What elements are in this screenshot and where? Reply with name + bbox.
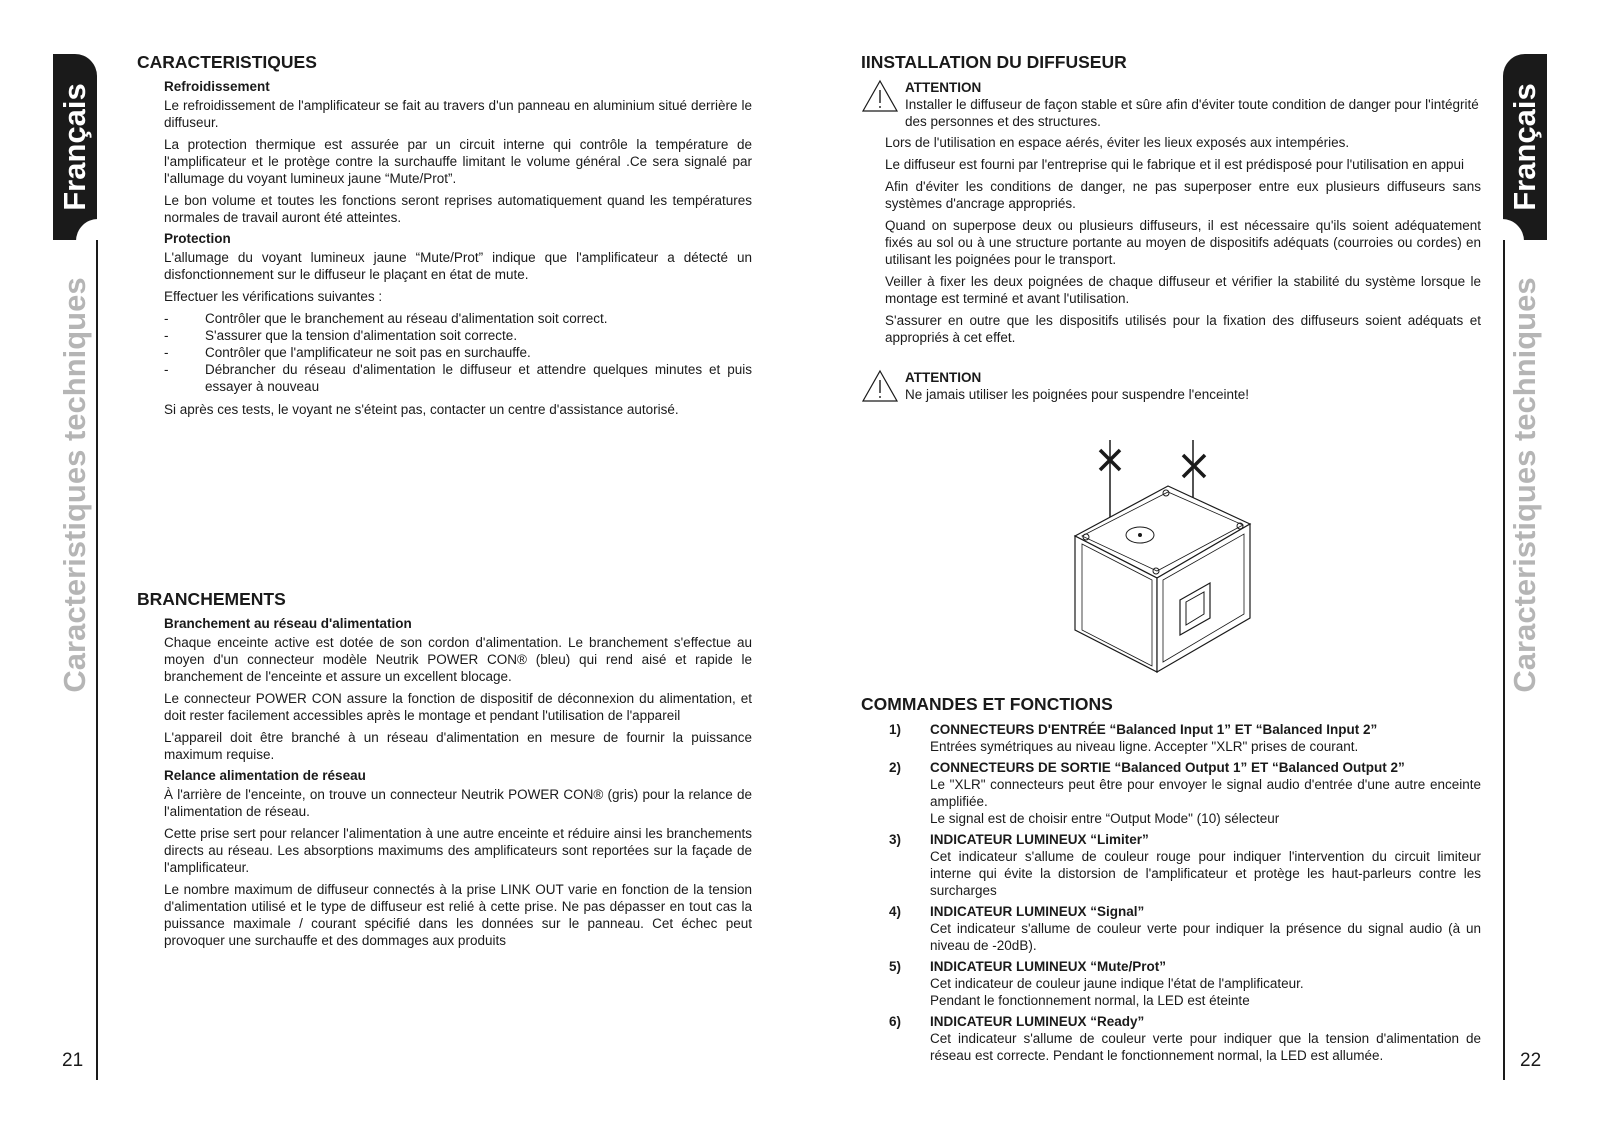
command-item [861,721,1481,755]
command-description: Le "XLR" connecteurs peut être pour envoyer le signal audio d'entrée d'une autre enceinte amplifiée. [930,777,1481,809]
warning-block [861,79,1481,130]
side-tab-left [53,54,97,240]
command-number: 4) [889,904,902,919]
command-item [861,958,1481,1009]
paragraph: Le bon volume et toutes les fonctions seront reprises automatiquement quand les températures normales de travail auront été atteintes. [164,193,752,225]
command-number: 3) [889,832,902,847]
command-title: INDICATEUR LUMINEUX “Limiter” [930,832,1149,847]
warning-block [861,369,1481,408]
subsection-title-alimentation: Branchement au réseau d'alimentation [164,616,412,631]
command-title: INDICATEUR LUMINEUX “Ready” [930,1014,1145,1029]
command-title: INDICATEUR LUMINEUX “Signal” [930,904,1145,919]
warning-text: Installer le diffuseur de façon stable et sûre afin d'éviter toute condition de danger pour l'intégrité des personnes et des structures. [905,97,1479,129]
warning-icon [861,369,905,408]
warning-title: ATTENTION [905,80,982,95]
subsection-title-relance: Relance alimentation de réseau [164,768,366,783]
paragraph: Si après ces tests, le voyant ne s'éteint pas, contacter un centre d'assistance autorisé. [164,402,679,417]
side-tab-label: Français [1507,83,1542,211]
page-number-right: 22 [1520,1050,1542,1071]
subsection-title-protection: Protection [164,231,231,246]
command-description: Le signal est de choisir entre “Output Mode" (10) sélecteur [930,811,1280,826]
side-tab-label: Français [57,83,92,211]
paragraph: S'assurer en outre que les dispositifs utilisés pour la fixation des diffuseurs soient adéquats et appropriés à cet effet. [885,313,1481,345]
command-description: Cet indicateur s'allume de couleur verte pour indiquer que la tension d'alimentation de réseau est correcte. Pendant le fonctionnement normal, la LED est allumée. [930,1031,1481,1063]
paragraph: Veiller à fixer les deux poignées de chaque diffuseur et vérifier la stabilité du système lorsque le montage est terminé et avant l'utilisation. [885,274,1481,306]
warning-icon [861,79,905,130]
section-title-installation: IINSTALLATION DU DIFFUSEUR [861,52,1127,72]
paragraph: L'allumage du voyant lumineux jaune “Mute/Prot” indique que l'amplificateur a détecté un disfonctionnement sur le diffuseur le plaçant en état de mute. [164,250,752,282]
command-title: CONNECTEURS D'ENTRÉE “Balanced Input 1” ET “Balanced Input 2” [930,722,1378,737]
section-title-commandes: COMMANDES ET FONCTIONS [861,694,1113,714]
command-item [861,903,1481,954]
paragraph: À l'arrière de l'enceinte, on trouve un connecteur Neutrik POWER CON® (gris) pour la relance de l'alimentation de réseau. [164,787,752,819]
paragraph: Afin d'éviter les conditions de danger, ne pas superposer entre eux plusieurs diffuseurs sans systèmes d'ancrage appropriés. [885,179,1481,211]
side-section-label-right [1503,250,1547,720]
side-grey-label: Caracteristiques techniques [57,277,92,693]
paragraph: Cette prise sert pour relancer l'alimentation à une autre enceinte et réduire ainsi les branchements directs au réseau. Les absorptions maximums des amplificateurs sont reportées sur la façade de l'amplificateur. [164,826,752,875]
side-grey-label: Caracteristiques techniques [1507,277,1542,693]
paragraph: Effectuer les vérifications suivantes : [164,289,383,304]
command-number: 5) [889,959,902,974]
side-section-label-left [53,250,97,720]
branchements-body [164,616,752,949]
command-number: 2) [889,760,902,775]
checks-list [164,310,752,395]
paragraph: Chaque enceinte active est dotée de son cordon d'alimentation. Le branchement s'effectue au moyen d'un connecteur modèle Neutrik POWER CON® (bleu) qui rend aisé et rapide le branchement de l'enceinte et assure un excellent blocage. [164,635,752,684]
command-number: 6) [889,1014,902,1029]
section-title-caracteristiques: CARACTERISTIQUES [137,52,317,72]
command-description: Cet indicateur s'allume de couleur rouge pour indiquer l'intervention du circuit limiteur interne qui évite la distorsion de l'amplificateur et protège les haut-parleurs contre les surcharges [930,849,1481,898]
paragraph: Le refroidissement de l'amplificateur se fait au travers d'un panneau en aluminium situé derrière le diffuseur. [164,98,752,130]
side-tab-right [1503,54,1547,240]
command-title: INDICATEUR LUMINEUX “Mute/Prot” [930,959,1166,974]
command-description: Cet indicateur de couleur jaune indique l'état de l'amplificateur. [930,976,1304,991]
paragraph: Lors de l'utilisation en espace aérés, éviter les lieux exposés aux intempéries. [885,135,1350,150]
paragraph: La protection thermique est assurée par un circuit interne qui contrôle la température de l'amplificateur et le protège contre la surchauffe limitant le volume général .Ce sera signalé par l'allumage du voyant lumineux jaune “Mute/Prot”. [164,137,752,186]
page-number-left: 21 [62,1050,84,1071]
command-item [861,831,1481,899]
caracteristiques-body [164,79,752,418]
command-description: Pendant le fonctionnement normal, la LED est éteinte [930,993,1250,1008]
installation-body [885,134,1481,346]
command-number: 1) [889,722,902,737]
left-page-content [137,52,752,954]
speaker-illustration [1060,440,1290,690]
paragraph: Le connecteur POWER CON assure la fonction de dispositif de déconnexion du alimentation, et doit rester facilement accessibles après le montage et pendant l'utilisation de l'appareil [164,691,752,723]
list-item: - Contrôler que l'amplificateur ne soit pas en surchauffe. [164,344,752,361]
warning-title: ATTENTION [905,370,982,385]
command-title: CONNECTEURS DE SORTIE “Balanced Output 1” ET “Balanced Output 2” [930,760,1405,775]
section-title-branchements: BRANCHEMENTS [137,589,286,609]
page-divider-right [1503,240,1505,1080]
command-item [861,1013,1481,1064]
list-item: - S'assurer que la tension d'alimentation soit correcte. [164,327,752,344]
command-item [861,759,1481,827]
paragraph: L'appareil doit être branché à un réseau d'alimentation en mesure de fournir la puissance maximum requise. [164,730,752,762]
paragraph: Le nombre maximum de diffuseur connectés à la prise LINK OUT varie en fonction de la tension d'alimentation utilisé et le type de diffuseur est relié à cette prise. Ne pas dépasser en tout cas la puissance maximale / courant spécifié dans les données sur le panneau. Cet échec peut provoquer une surchauffe et des dommages aux produits [164,882,752,948]
warning-text: Ne jamais utiliser les poignées pour suspendre l'enceinte! [905,387,1250,402]
paragraph: Quand on superpose deux ou plusieurs diffuseurs, il est nécessaire qu'ils soient adéquatement fixés au sol ou à une structure portante au moyen de dispositifs adéquats (courroies ou cordes) en utilisant les poignées pour le transport. [885,218,1481,267]
page-divider-left [96,240,98,1080]
list-item: - Débrancher du réseau d'alimentation le diffuseur et attendre quelques minutes et puis essayer à nouveau [164,361,752,395]
paragraph: Le diffuseur est fourni par l'entreprise qui le fabrique et il est prédisposé pour l'utilisation en appui [885,157,1465,172]
command-description: Entrées symétriques au niveau ligne. Accepter "XLR" prises de courant. [930,739,1359,754]
list-item: - Contrôler que le branchement au réseau d'alimentation soit correct. [164,310,752,327]
command-description: Cet indicateur s'allume de couleur verte pour indiquer la présence du signal audio (à un niveau de -20dB). [930,921,1481,953]
subsection-title-refroidissement: Refroidissement [164,79,270,94]
commandes-list [861,721,1481,1064]
